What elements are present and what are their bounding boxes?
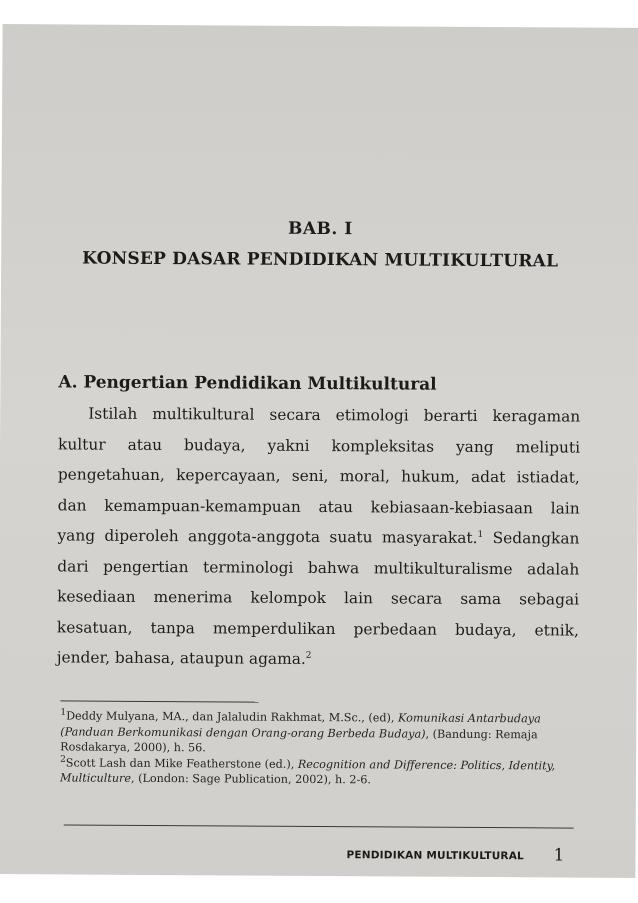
footnote-mark: 1 (60, 707, 67, 718)
paragraph-line: dan kemampuan-kemampuan atau kebiasaan-kebiasaan lain (57, 495, 580, 518)
running-footer: PENDIDIKAN MULTIKULTURAL (346, 849, 525, 863)
footnote-title: Komunikasi Antarbudaya (Panduan Berkomunikasi dengan Orang-orang Berbeda Budaya) (60, 711, 541, 741)
section-heading: A. Pengertian Pendidikan Multikultural (58, 372, 437, 395)
paragraph-text: jender, bahasa, ataupun agama. (56, 648, 306, 668)
footnotes (60, 708, 570, 789)
paragraph-line (57, 642, 579, 676)
footnote-2 (60, 755, 570, 789)
paragraph-line: kesediaan menerima kelompok lain secara sama sebagai (57, 587, 580, 609)
footnote-title: Recognition and Difference: Politics, Identity, Multiculture (59, 757, 556, 785)
paragraph-line: dari pengertian terminologi bahwa multikulturalisme adalah (57, 556, 580, 579)
footnote-publisher: , (London: Sage Publication, 2002), h. 2-6. (130, 771, 371, 787)
paragraph-line (57, 520, 579, 554)
paragraph-text: yang diperoleh anggota-anggota suatu masyarakat. (57, 526, 478, 547)
page-number: 1 (553, 845, 565, 866)
paragraph-line: kesatuan, tanpa memperdulikan perbedaan budaya, etnik, (56, 617, 579, 640)
footnote-mark: 2 (60, 754, 66, 765)
footnote-authors: Scott Lash dan Mike Featherstone (ed.), (65, 755, 298, 771)
paragraph-line: pengetahuan, kepercayaan, seni, moral, hukum, adat istiadat, (57, 465, 580, 487)
book-page (0, 24, 638, 878)
footnote-publisher: , (Bandung: Remaja Rosdakarya, 2000), h. 56. (60, 727, 538, 755)
footer-divider (64, 824, 574, 828)
chapter-number: BAB. I (287, 218, 353, 240)
paragraph-line: Istilah multikultural secara etimologi berarti keragaman (88, 404, 581, 426)
paragraph-line: kultur atau budaya, yakni kompleksitas yang meliputi (57, 434, 581, 457)
footnote-divider (60, 700, 258, 702)
footnote-authors: Deddy Mulyana, MA., dan Jalaludin Rakhmat, M.Sc., (ed), (66, 709, 399, 725)
footnote-ref-1: 1 (477, 529, 484, 540)
paragraph-text: Sedangkan (492, 529, 580, 548)
footnote-ref-2: 2 (305, 650, 312, 661)
footnote-1 (60, 708, 570, 758)
chapter-title: KONSEP DASAR PENDIDIKAN MULTIKULTURAL (82, 248, 559, 272)
body-paragraph (57, 398, 581, 676)
